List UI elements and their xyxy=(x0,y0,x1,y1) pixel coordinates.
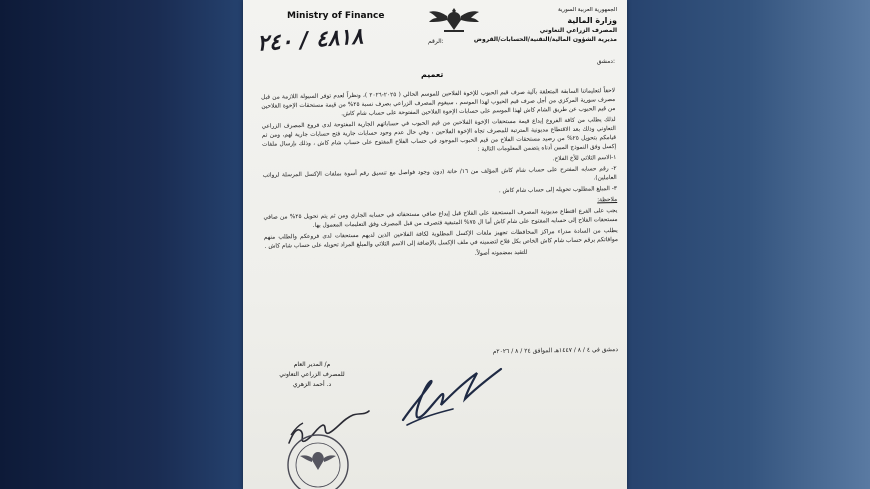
reference-number: ٤٨١٨ / ٢٤٠ xyxy=(256,24,364,57)
letterhead-arabic xyxy=(457,6,617,44)
note-text: يجب على الفرع اقتطاع مديونية المصرف المستحقة على الفلاح قبل إيداع صافي مستحقاته في حسابه الجاري ومن ثم يتم تحويل ٢٥% من صافي مستحقات الفلاح إلى حسابه المفتوح على شام كاش أما ال ٧٥% المتبقية فتصرف من قبل المصرف وفق التعليمات المعمول بها. xyxy=(263,207,618,229)
signatory-block xyxy=(257,360,367,390)
paragraph-1: لاحقاً لتعليماتنا السابقة المتعلقة بآلية صرف قيم الحبوب للإخوة الفلاحين للموسم الحالي ( ٢٠٢٥-٢٠٢٦ )، ونظراً لعدم توفر السيولة اللازمة من قبل مصرف سورية المركزي من أجل صرف قيم الحبوب لهذا الموسم ، سيقوم المصرف الزراعي بصرف نسبة ٢٥% من قيمة مستحقات الإخوة الفلاحين من قيم الحبوب عن طريق الشام كاش لهذا الموسم على حسابات الإخوة الفلاحين المفتوحة على حساب شام كاش. xyxy=(261,88,616,118)
closing-line: للتقيد بمضمونه أصولاً. xyxy=(474,249,528,257)
list-item-1: ١-الاسم الثلاثي للأخ الفلاح. xyxy=(552,154,617,163)
document-subject: تعميم xyxy=(421,70,444,79)
signatory-title: م/ المدير العام xyxy=(293,361,331,368)
paragraph-2: لذلك يطلب من كافة الفروع إيداع قيمة مستحقات الإخوة الفلاحين من قيم الحبوب في حساباتهم الجارية المفتوحة لدى فروع المصرف الزراعي التعاوني وذلك بعد الاقتطاع مديونية المترتبة للمصرف تجاه الإخوة الفلاحين ، وفي حال عدم وجود حسابات جارية فتح حسابات جارية لهم، ومن ثم قيامكم بتحويل ٢٥% من رصيد مستحقات الفلاح من قيم الحبوب الموجود في حساب الفلاح المفتوح على حساب شام كاش ، وذلك بإرسال ملفات إكسل وفق النموذج المبين أدناه يتضمن المعلومات التالية : xyxy=(261,116,617,153)
ministry-english: Ministry of Finance xyxy=(287,11,385,21)
document-body xyxy=(261,87,618,265)
signatory-name: د. أحمد الزهري xyxy=(292,381,332,388)
ministry-arabic: وزارة المالية xyxy=(567,16,617,25)
bank-name: المصرف الزراعي التعاوني xyxy=(539,27,617,34)
department-name: مديرية الشؤون المالية/التقنية/الحسابات/القروض xyxy=(473,36,617,43)
handwritten-signature-icon xyxy=(393,365,513,435)
document-page xyxy=(243,0,627,489)
state-name: الجمهورية العربية السورية xyxy=(557,7,617,13)
reference-label: الرقم: xyxy=(428,38,444,45)
note-label: ملاحظة: xyxy=(597,196,618,204)
signatory-org: للمصرف الزراعي التعاوني xyxy=(279,371,345,378)
list-item-3: ٣- المبلغ المطلوب تحويله إلى حساب شام كاش . xyxy=(498,185,618,195)
date-label: دمشق: xyxy=(596,58,615,65)
list-item-2: ٢- رقم حسابه المفترح على حساب شام كاش المؤلف من ١٦/ خانة (دون وجود فواصل مع تنسيق رقم أسوة بملفات الإكسل المرسلة لرواتب العاملين). xyxy=(262,165,617,182)
issue-date-line: دمشق في ٤ / ٨ / ١٤٤٧هـ الموافق ٢٤ / ٨ / ٢٠٢٦م xyxy=(492,346,619,356)
official-seal-icon xyxy=(283,430,353,489)
paragraph-3: يطلب من السادة مدراء مراكز المحافظات تجهيز ملفات الإكسل المطلوبة لكافة الفلاحين الذين لديهم مستحقات لدى فروعكم والطلب منهم موافاتكم برقم حساب شام كاش الخاص بكل فلاح لتضمينه في ملف الإكسل بالإضافة إلى الاسم الثلاثي والمبلغ المراد تحويله على حساب شام كاش . xyxy=(263,227,618,250)
